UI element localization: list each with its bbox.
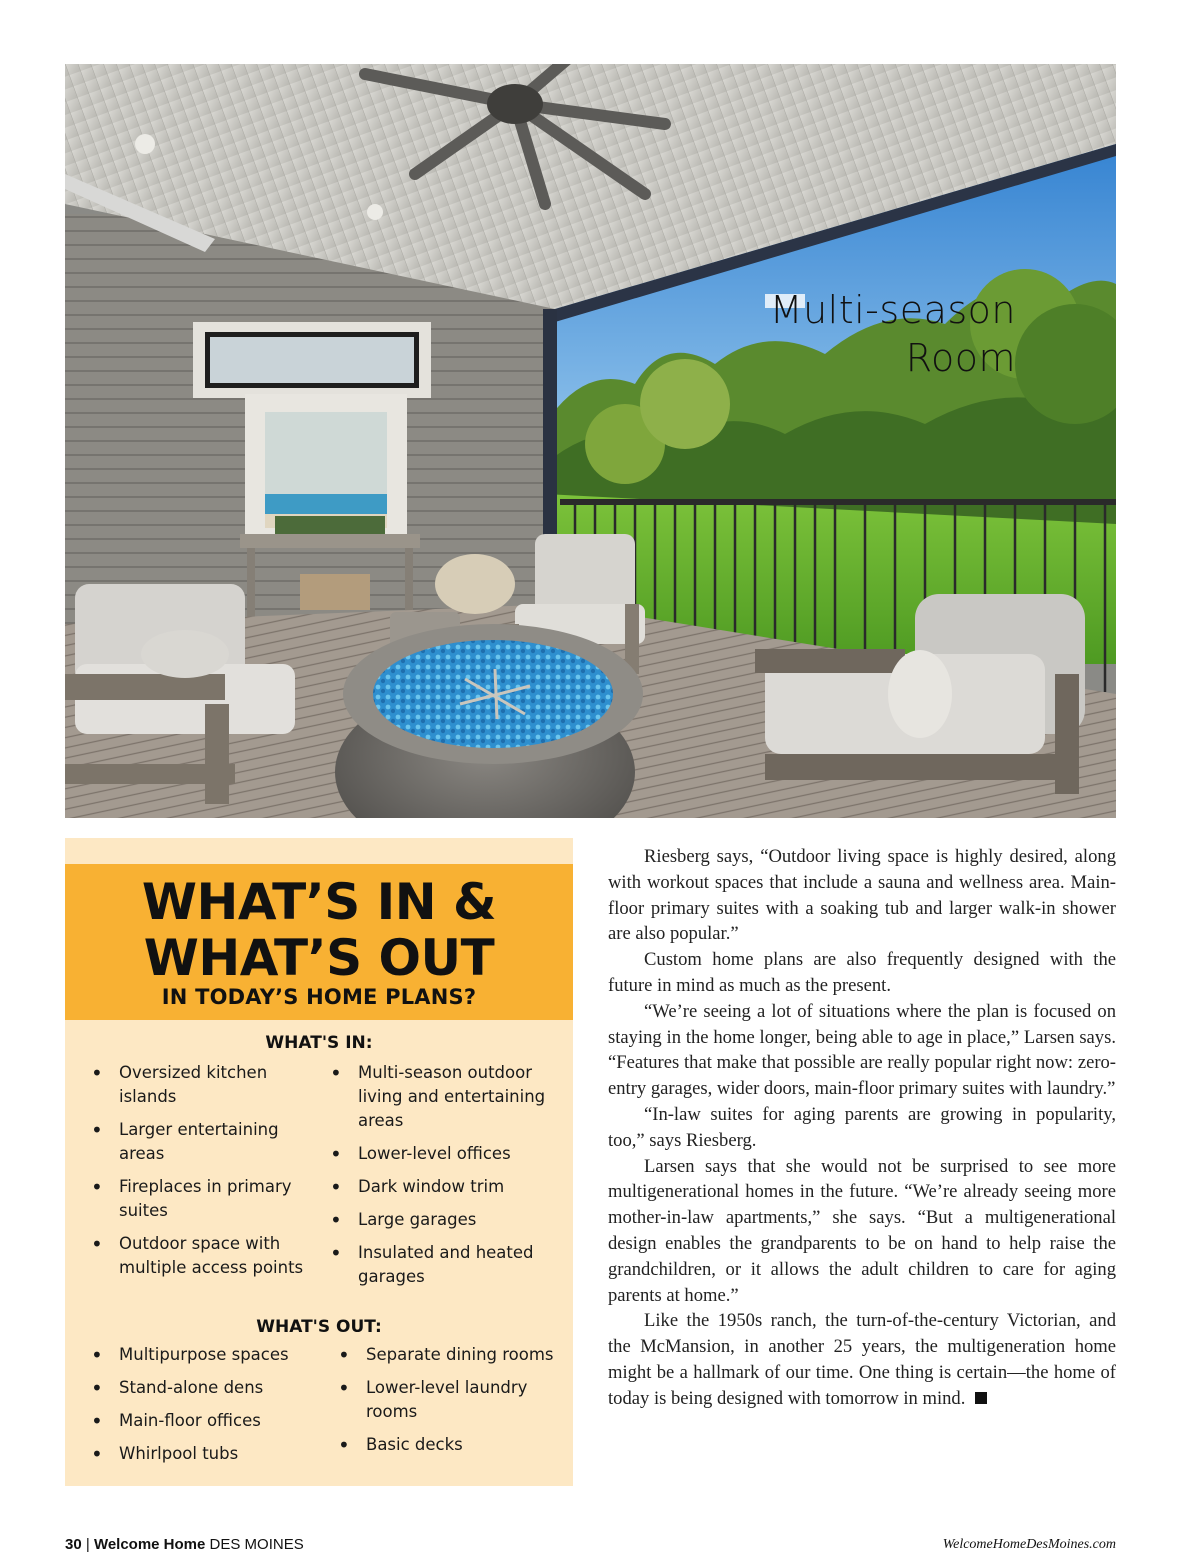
list-item: • Oversized kitchen islands [91,1061,268,1106]
list-item: • Basic decks [338,1433,463,1457]
list-item: • Large garages [330,1208,477,1232]
list-item: • Stand-alone dens [91,1376,264,1400]
sidebar-header [65,864,573,1020]
list-item: • Outdoor space with multiple access points [91,1232,304,1277]
whats-in-list-left [89,1061,309,1289]
whats-out-title: WHAT'S OUT: [256,1317,382,1337]
footer-separator: | [85,1536,90,1553]
magazine-city: DES MOINES [209,1536,304,1553]
whats-out-list-right [336,1343,566,1466]
list-item: • Whirlpool tubs [91,1442,239,1466]
photo-caption-line-1: Multi-season [769,288,1016,332]
page-number: 30 [65,1536,82,1553]
list-item: • Insulated and heated garages [330,1241,534,1286]
sidebar-subhead: IN TODAY’S HOME PLANS? [161,985,477,1009]
sidebar-headline [65,874,573,986]
multi-season-room-illustration [65,64,1116,818]
list-item: • Larger entertaining areas [91,1118,279,1163]
article-paragraph: “In-law suites for aging parents are growing in popularity, too,” says Riesberg. [608,1103,1116,1151]
website-link[interactable]: WelcomeHomeDesMoines.com [942,1537,1116,1552]
hero-photo [65,64,1116,818]
article-paragraph-last [608,1308,1116,1411]
list-item: • Main-floor offices [91,1409,261,1433]
headline-line-2: WHAT’S OUT [143,929,495,987]
whats-in-whats-out-sidebar [65,838,573,1486]
headline-line-1: WHAT’S IN & [141,873,497,931]
list-item: • Lower-level offices [330,1142,511,1166]
article-paragraph: Riesberg says, “Outdoor living space is highly desired, along with workout spaces that include a sauna and wellness area. Main-floor primary suites with a soaking tub and larger walk-in shower are also popular.” [608,846,1116,945]
article-paragraph-text: Like the 1950s ranch, the turn-of-the-century Victorian, and the McMansion, in another 25 years, the multigeneration home might be a hallmark of our time. One thing is certain—the home of today is being designed with tomorrow in mind. [608,1310,1116,1409]
list-item: • Lower-level laundry rooms [338,1376,528,1421]
page-footer-left [65,1536,304,1553]
photo-caption [770,286,1016,382]
whats-in-list-right [328,1061,558,1298]
article-paragraph: “We’re seeing a lot of situations where the plan is focused on staying in the home longer, being able to age in place,” Larsen says. “Features that make that possible are really popular right now: zero-entry garages, wider doors, main-floor primary suites with laundry.” [608,1000,1116,1100]
list-item: • Separate dining rooms [338,1343,554,1367]
list-item: • Fireplaces in primary suites [91,1175,292,1220]
article-paragraph: Custom home plans are also frequently designed with the future in mind as much as the present. [608,949,1116,996]
photo-caption-line-2: Room [905,336,1016,380]
list-item: • Dark window trim [330,1175,505,1199]
list-item: • Multipurpose spaces [91,1343,289,1367]
article-paragraph: Larsen says that she would not be surprised to see more multigenerational homes in the future. “We’re already seeing more mother-in-law apartments,” she says. “But a multigenerational design enables the grandparents to be on hand to help raise the grandchildren, or it allows the adult children to care for aging parents at home.” [608,1155,1116,1306]
magazine-name: Welcome Home [93,1536,206,1553]
whats-in-title: WHAT'S IN: [265,1033,373,1053]
whats-out-list-left [89,1343,319,1475]
list-item: • Multi-season outdoor living and entertaining areas [330,1061,546,1130]
end-of-article-icon [975,1392,987,1404]
article-body [608,844,1116,1412]
